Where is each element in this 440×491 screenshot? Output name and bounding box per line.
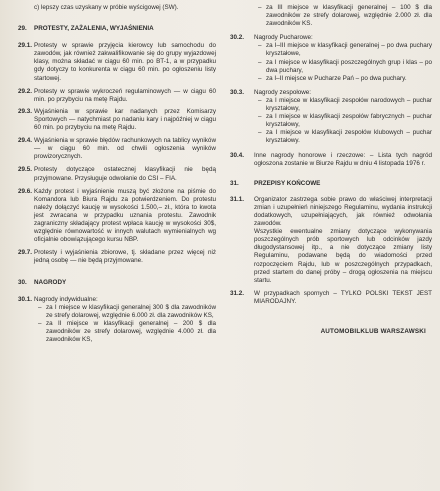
prize-list-item: – za III miejsce w klasyfikacji generalnej – 100 $ dla zawodników ze strefy dolarowej, względnie 2.000 zł. dla zawodników KS.	[258, 4, 432, 28]
prize-list-item: – za I miejsce w klasyfikacji zespołów fabrycznych – puchar kryształowy,	[258, 113, 432, 129]
paragraph-30-3: 30.3. Nagrody zespołowe: – za I miejsce w klasyfikacji zespołów narodowych – puchar kryształowy, – za I miejsce w klasyfikacji zespołów fabrycznych – puchar kryształowy, – za I miejsce w klasyfikacji zespołów klubowych – puchar kryształowy.	[230, 88, 432, 145]
section-29-heading: 29. PROTESTY, ZAŻALENIA, WYJAŚNIENIA	[18, 25, 154, 33]
prize-continuation	[226, 4, 432, 28]
paragraph-31-2: 31.2. W przypadkach spornych – TYLKO POLSKI TEKST JEST MIARODAJNY.	[230, 289, 432, 305]
prize-list-item: – za I–III miejsce w klasyfikacji generalnej – po dwa puchary kryształowe,	[258, 42, 432, 58]
paragraph-29-6: 29.6. Każdy protest i wyjaśnienie muszą być złożone na piśmie do Komandora lub Biura Rajdu za potwierdzeniem. Do protestu należy dołączyć kaucję w wysokości 1.500,– zł., która to kwota jest zwracana w przypadku uznania protestu. Zawodnik zagraniczny składający protest wpłaca kaucję w wysokości 30$, względnie równowartość w innych walutach wymienialnych wg oficjalnie obowiązującego kursu NBP.	[18, 187, 216, 244]
left-column	[4, 0, 216, 344]
paragraph-29-5: 29.5. Protesty dotyczące ostatecznej klasyfikacji nie będą przyjmowane. Przysługuje odwołanie do CSI – FIA.	[18, 166, 216, 182]
paragraph-30-4: 30.4. Inne nagrody honorowe i rzeczowe: – Lista tych nagród ogłoszona zostanie w Biurze Rajdu w dniu 4 listopada 1976 r.	[230, 151, 432, 167]
paragraph-29-3: 29.3. Wyjaśnienia w sprawie kar nadanych przez Komisarzy Sportowych — natychmiast po nadaniu kary i najpóźniej w ciągu 60 min. po przybyciu na metę Rajdu.	[18, 107, 216, 132]
paragraph-29-1: 29.1. Protesty w sprawie przyjęcia kierowcy lub samochodu do zawodów, jak również zakwalifikowanie się do grupy wyjazdowej klasy, można składać w ciągu 60 min. po BT-1, a w przypadku gdy dotyczy to konkurenta w ciągu 60 min. po ogłoszeniu listy startowej.	[18, 42, 216, 82]
prize-list-item: – za II miejsce w klasyfikacji generalnej – 200 $ dla zawodników ze strefy dolarowej, względnie 4.000 zł. dla zawodników KS,	[38, 319, 216, 343]
prize-list-item: – za I miejsce w klasyfikacji generalnej 300 $ dla zawodników ze strefy dolarowej, względnie 6.000 zł. dla zawodników KS,	[38, 303, 216, 319]
paragraph-31-1: 31.1. Organizator zastrzega sobie prawo do właściwej interpretacji zmian i uzupełnień niniejszego Regulaminu, wydania instrukcji dodatkowych, uzupełniających, jak również odwołania zawodów. Wszystkie ewentualne zmiany dotyczące wykonywania poszczególnych prób sportowych lub odcinków jazdy długodystansowej itp., a nie dotyczące zmiany listy Regulaminu, podawane będą do wiadomości przed rozpoczęciem Rajdu, lub w poszczególnych przypadkach, przed startem do danej próby – drogą ogłoszenia na miejscu startu.	[230, 195, 432, 284]
section-31-heading: 31. PRZEPISY KOŃCOWE	[230, 179, 321, 187]
intro-paragraph: c) lepszy czas uzyskany w próbie wyścigowej (SW).	[34, 4, 179, 11]
prize-list-item: – za I miejsce w klasyfikacji poszczególnych grup i klas – po dwa puchary,	[258, 58, 432, 74]
paragraph-29-2: 29.2. Protesty w sprawie wykroczeń regulaminowych — w ciągu 60 min. po przybyciu na metę Rajdu.	[18, 87, 216, 103]
section-30-heading: 30. NAGRODY	[18, 279, 67, 287]
paragraph-29-7: 29.7. Protesty i wyjaśnienia zbiorowe, tj. składane przez więcej niż jedną osobę — nie będą przyjmowane.	[18, 249, 216, 265]
paragraph-30-2: 30.2. Nagrody Pucharowe: – za I–III miejsce w klasyfikacji generalnej – po dwa puchary kryształowe, – za I miejsce w klasyfikacji poszczególnych grup i klas – po dwa puchary, – za I–II miejsce w Pucharze Pań – po dwa puchary.	[230, 34, 432, 82]
right-column	[226, 0, 432, 336]
prize-list-item: – za I miejsce w klasyfikacji zespołów klubowych – puchar kryształowy.	[258, 129, 432, 145]
signature-organizer: AUTOMOBILKLUB WARSZAWSKI	[320, 328, 426, 335]
prize-list-item: – za I miejsce w klasyfikacji zespołów narodowych – puchar kryształowy,	[258, 96, 432, 113]
paragraph-29-4: 29.4. Wyjaśnienia w sprawie błędów rachunkowych na tablicy wyników — w ciągu 60 min. od chwili ogłoszenia wyników prowizorycznych.	[18, 137, 216, 161]
prize-list-item: – za I–II miejsce w Pucharze Pań – po dwa puchary.	[258, 74, 407, 82]
paragraph-30-1: 30.1. Nagrody indywidualne: – za I miejsce w klasyfikacji generalnej 300 $ dla zawodników ze strefy dolarowej, względnie 6.000 zł. dla zawodników KS, – za II miejsce w klasyfikacji generalnej – 200 $ dla zawodników ze strefy dolarowej, względnie 4.000 zł. dla zawodników KS,	[18, 295, 216, 343]
